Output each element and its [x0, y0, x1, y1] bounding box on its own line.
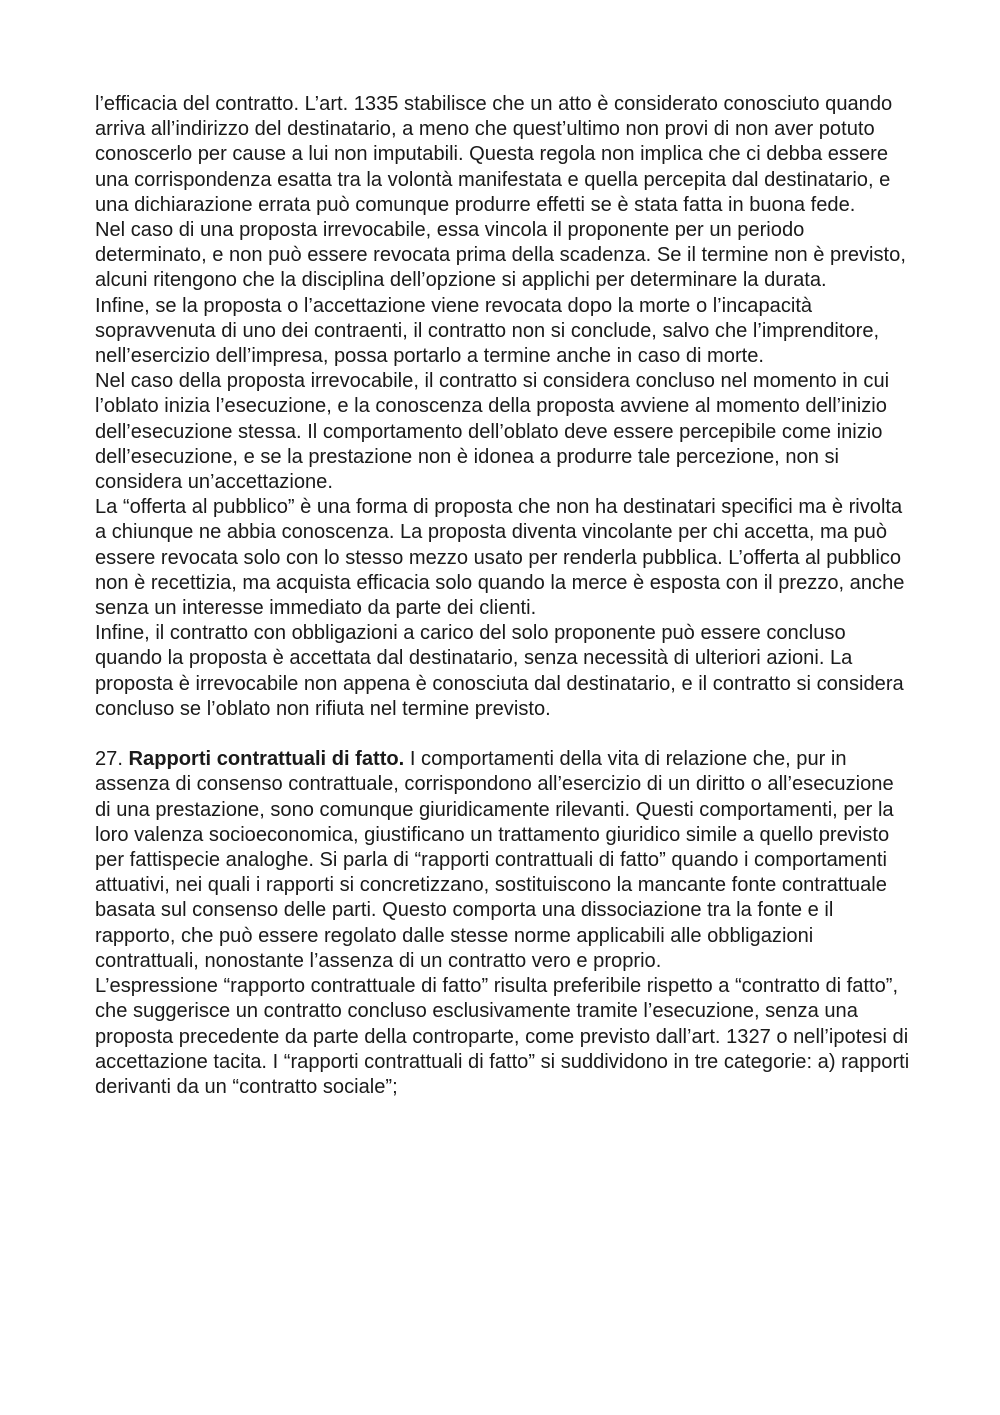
paragraph-proposta-irrevocabile: Nel caso di una proposta irrevocabile, essa vincola il proponente per un periodo determinato, e non può essere revocata prima della scadenza. Se il termine non è previsto, alcuni ritengono che la disciplina dell’opzione si applichi per determinare la durata.: [95, 219, 906, 292]
section-number: 27.: [95, 748, 123, 771]
section-27-continuation: L’espressione “rapporto contrattuale di fatto” risulta preferibile rispetto a “contratto di fatto”, che suggerisce un contratto concluso esclusivamente tramite l’esecuzione, senza una proposta precedente da parte della controparte, come previsto dall’art. 1327 o nell’ipotesi di accettazione tacita. I “rapporti contrattuali di fatto” si suddividono in tre categorie: a) rapporti derivanti da un “contratto sociale”;: [95, 975, 910, 1098]
section-title: Rapporti contrattuali di fatto.: [128, 748, 405, 771]
paragraph-esecuzione: Nel caso della proposta irrevocabile, il contratto si considera concluso nel momento in cui l’oblato inizia l’esecuzione, e la conoscenza della proposta avviene al momento dell’inizio dell’esecuzione stessa. Il comportamento dell’oblato deve essere percepibile come inizio dell’esecuzione, e se la prestazione non è idonea a produrre tale percezione, non si considera un’accettazione.: [95, 370, 890, 494]
paragraph-revoca-morte: Infine, se la proposta o l’accettazione viene revocata dopo la morte o l’incapacità sopravvenuta di uno dei contraenti, il contratto non si conclude, salvo che l’imprenditore, nell’esercizio dell’impresa, possa portarlo a termine anche in caso di morte.: [95, 294, 880, 368]
paragraph-spacer: [95, 722, 910, 747]
paragraph-offerta-pubblico: La “offerta al pubblico” è una forma di proposta che non ha destinatari specifici ma è rivolta a chiunque ne abbia conoscenza. La proposta diventa vincolante per chi accetta, ma può essere revocata solo con lo stesso mezzo usato per renderla pubblica. L’offerta al pubblico non è recettizia, ma acquista efficacia solo quando la merce è esposta con il prezzo, anche senza un interesse immediato da parte dei clienti.: [95, 496, 905, 620]
paragraph-obbligazioni-proponente: Infine, il contratto con obbligazioni a carico del solo proponente può essere concluso quando la proposta è accettata dal destinatario, senza necessità di ulteriori azioni. La proposta è irrevocabile non appena è conosciuta dal destinatario, e il contratto si considera concluso se l’oblato non rifiuta nel termine previsto.: [95, 622, 904, 720]
section-27-paragraph: [95, 747, 910, 974]
document-page: [95, 92, 910, 1100]
paragraph-efficacia: l’efficacia del contratto. L’art. 1335 stabilisce che un atto è considerato conosciuto quando arriva all’indirizzo del destinatario, a meno che quest’ultimo non provi di non aver potuto conoscerlo per cause a lui non imputabili. Questa regola non implica che ci debba essere una corrispondenza esatta tra la volontà manifestata e quella percepita dal destinatario, e una dichiarazione errata può comunque produrre effetti se è stata fatta in buona fede.: [95, 93, 893, 216]
section-intro-text: I comportamenti della vita di relazione che, pur in assenza di consenso contrattuale, corrispondono all’esercizio di un diritto o all’esecuzione di una prestazione, sono comunque giuridicamente rilevanti. Questi comportamenti, per la loro valenza socioeconomica, giustificano un trattamento giuridico simile a quello previsto per fattispecie analoghe. Si parla di “rapporti contrattuali di fatto” quando i comportamenti attuativi, nei quali i rapporti si concretizzano, sostituiscono la mancante fonte contrattuale basata sul consenso delle parti. Questo comporta una dissociazione tra la fonte e il rapporto, che può essere regolato dalle stesse norme applicabili alle obbligazioni contrattuali, nonostante l’assenza di un contratto vero e proprio.: [95, 748, 894, 972]
